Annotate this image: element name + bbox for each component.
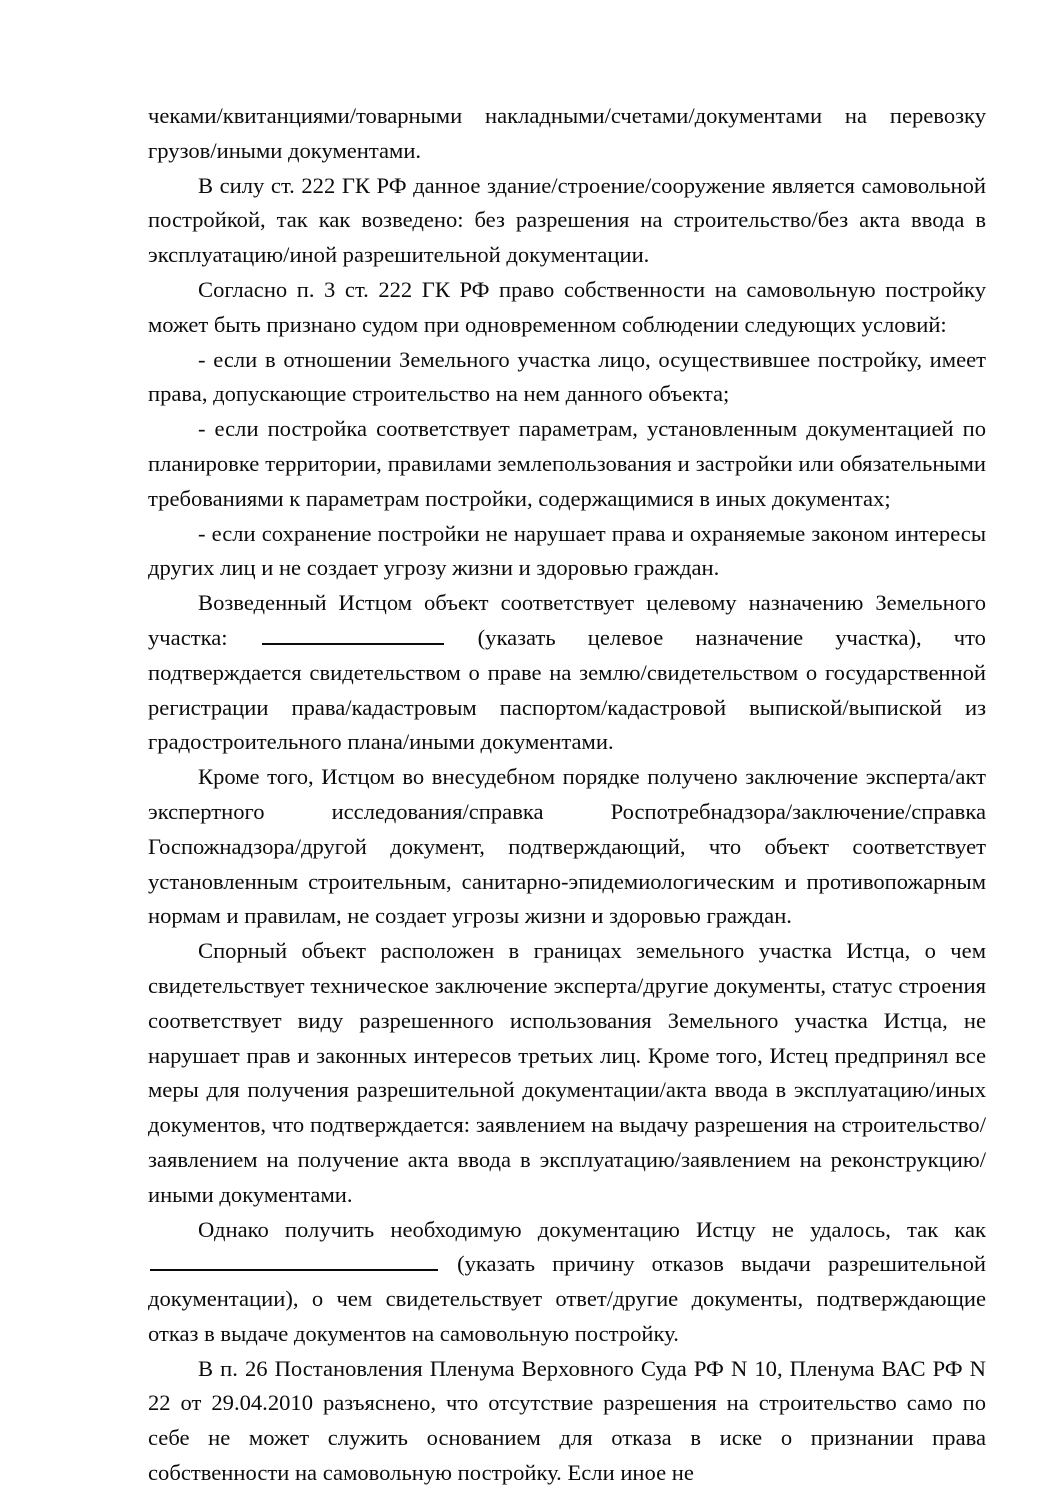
paragraph-3: Согласно п. 3 ст. 222 ГК РФ право собственности на самовольную постройку может быть признано судом при одновременном соблюдении следующих условий: — [148, 276, 986, 337]
paragraph-9-boundaries: Спорный объект расположен в границах земельного участка Истца, о чем свидетельствует техническое заключение эксперта/другие документы, статус строения соответствует виду разрешенного использования Земельного участка Истца, не нарушает прав и законных интересов третьих лиц. Кроме того, Истец предпринял все меры для получения разрешительной документации/акта ввода в эксплуатацию/иных документов, что подтверждается: заявлением на выдачу разрешения на строительство/заявлением на получение акта ввода в эксплуатацию/заявлением на реконструкцию/иными документами. — [148, 938, 986, 1207]
blank-field-refusal-reason[interactable] — [150, 1251, 438, 1272]
paragraph-10-text-before: Однако получить необходимую документацию Истцу не удалось, так как — [198, 1216, 986, 1242]
paragraph-5-condition-2: - если постройка соответствует параметрам, установленным документацией по планировке территории, правилами землепользования и застройки или обязательными требованиями к параметрам постройки, содержащимися в иных документах; — [148, 416, 986, 511]
paragraph-1: чеками/квитанциями/товарными накладными/счетами/документами на перевозку грузов/иными документами. — [148, 103, 986, 163]
paragraph-4-condition-1: - если в отношении Земельного участка лицо, осуществившее постройку, имеет права, допускающие строительство на нем данного объекта; — [148, 346, 986, 407]
paragraph-7-text-after: (указать целевое назначение участка), что подтверждается свидетельством о праве на землю/свидетельством о государственной регистрации права/кадастровым паспортом/кадастровой выпиской/выпиской из градостроительного плана/иными документами. — [148, 624, 986, 755]
blank-field-land-purpose[interactable] — [262, 624, 444, 645]
paragraph-10-refusal — [148, 1213, 986, 1352]
paragraph-10-text-after: (указать причину отказов выдачи разрешительной документации), о чем свидетельствует ответ/другие документы, подтверждающие отказ в выдаче документов на самовольную постройку. — [148, 1251, 986, 1346]
document-text-column — [148, 99, 986, 1491]
paragraph-11-plenum-ruling: В п. 26 Постановления Пленума Верховного Суда РФ N 10, Пленума ВАС РФ N 22 от 29.04.2010 разъяснено, что отсутствие разрешения на строительство само по себе не может служить основанием для отказа в иске о признании права собственности на самовольную постройку. Если иное не — [148, 1355, 986, 1486]
paragraph-6-condition-3: - если сохранение постройки не нарушает права и охраняемые законом интересы других лиц и не создает угрозу жизни и здоровью граждан. — [148, 520, 986, 581]
paragraph-8-expert-opinion: Кроме того, Истцом во внесудебном порядке получено заключение эксперта/акт экспертного исследования/справка Роспотребнадзора/заключение/справка Госпожнадзора/другой документ, подтверждающий, что объект соответствует установленным строительным, санитарно-эпидемиологическим и противопожарным нормам и правилам, не создает угрозы жизни и здоровью граждан. — [148, 764, 986, 929]
paragraph-7-purpose — [148, 586, 986, 760]
paragraph-7-text-before: Возведенный Истцом объект соответствует целевому назначению Земельного участка: — [148, 590, 986, 650]
paragraph-2: В силу ст. 222 ГК РФ данное здание/строение/сооружение является самовольной постройкой, так как возведено: без разрешения на строительство/без акта ввода в эксплуатацию/иной разрешительной документации. — [148, 172, 986, 268]
